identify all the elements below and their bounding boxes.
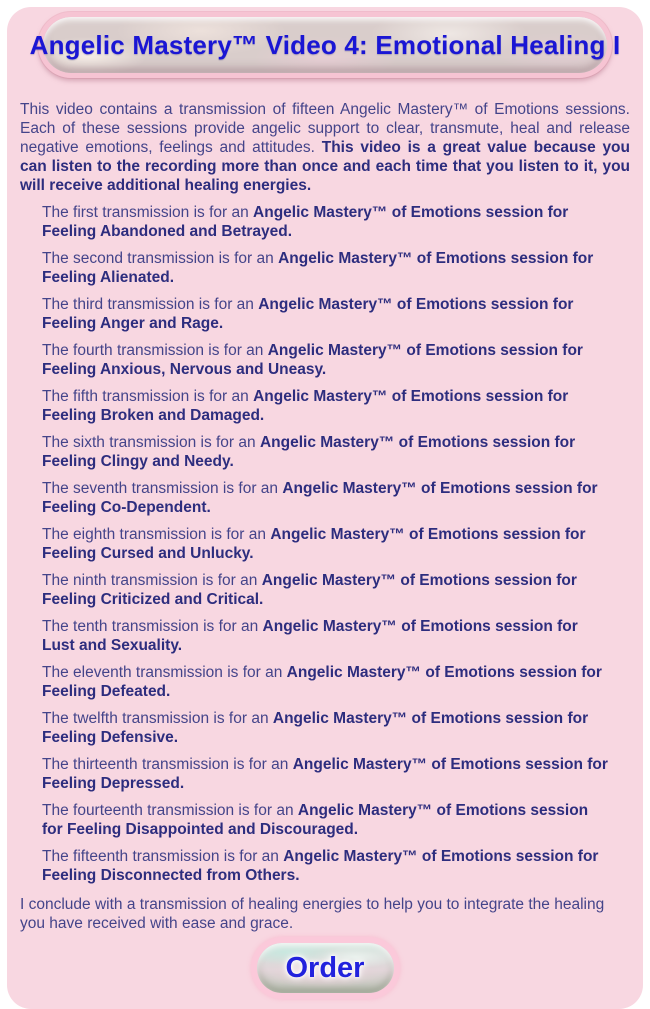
transmission-prefix: The tenth transmission is for an (42, 618, 263, 635)
page-title: Angelic Mastery™ Video 4: Emotional Healing I (29, 29, 621, 60)
transmission-session: Angelic Mastery™ of Emotions session for Feeling Criticized and Critical. (42, 572, 577, 608)
transmission-item (42, 801, 610, 839)
transmission-session: Angelic Mastery™ of Emotions session for Feeling Co-Dependent. (42, 480, 598, 516)
transmission-session: Angelic Mastery™ of Emotions session for Feeling Abandoned and Betrayed. (42, 204, 569, 240)
transmission-prefix: The second transmission is for an (42, 250, 279, 267)
order-button-glow (251, 937, 400, 999)
transmission-item (42, 525, 610, 563)
transmission-item (42, 433, 610, 471)
transmission-item (42, 847, 610, 885)
order-button-label: Order (285, 951, 365, 984)
transmission-list (20, 203, 630, 885)
transmission-item (42, 663, 610, 701)
transmission-prefix: The twelfth transmission is for an (42, 710, 273, 727)
transmission-item (42, 571, 610, 609)
transmission-item (42, 709, 610, 747)
title-banner (29, 12, 621, 78)
transmission-item (42, 341, 610, 379)
transmission-prefix: The eighth transmission is for an (42, 526, 271, 543)
order-button[interactable] (257, 943, 394, 993)
transmission-prefix: The fifth transmission is for an (42, 388, 254, 405)
transmission-session: Angelic Mastery™ of Emotions session for Lust and Sexuality. (42, 618, 578, 654)
transmission-session: Angelic Mastery™ of Emotions session for Feeling Cursed and Unlucky. (42, 526, 586, 562)
transmission-session: Angelic Mastery™ of Emotions session for Feeling Clingy and Needy. (42, 434, 576, 470)
intro-paragraph (20, 100, 630, 195)
content-area (7, 100, 643, 999)
transmission-prefix: The fourth transmission is for an (42, 342, 268, 359)
transmission-item (42, 249, 610, 287)
conclusion-paragraph: I conclude with a transmission of healing energies to help you to integrate the healing you have received with ease and grace. (20, 896, 605, 932)
transmission-prefix: The third transmission is for an (42, 296, 259, 313)
transmission-prefix: The thirteenth transmission is for an (42, 756, 293, 773)
transmission-session: Angelic Mastery™ of Emotions session for Feeling Disconnected from Others. (42, 848, 599, 884)
transmission-item (42, 387, 610, 425)
intro-text: This video contains a transmission of fifteen Angelic Mastery™ of Emotions sessions. Each of these sessions provide angelic support to clear, transmute, heal and release negative emotions, feelings and attitudes. (20, 101, 630, 156)
transmission-prefix: The first transmission is for an (42, 204, 254, 221)
transmission-session: Angelic Mastery™ of Emotions session for Feeling Alienated. (42, 250, 594, 286)
transmission-session: Angelic Mastery™ of Emotions session for Feeling Anxious, Nervous and Uneasy. (42, 342, 583, 378)
transmission-session: Angelic Mastery™ of Emotions session for Feeling Depressed. (42, 756, 608, 792)
transmission-prefix: The eleventh transmission is for an (42, 664, 287, 681)
content-panel (7, 7, 643, 1009)
transmission-session: Angelic Mastery™ of Emotions session for Feeling Broken and Damaged. (42, 388, 569, 424)
transmission-session: Angelic Mastery™ of Emotions session for Feeling Defensive. (42, 710, 589, 746)
transmission-session: Angelic Mastery™ of Emotions session for Feeling Anger and Rage. (42, 296, 574, 332)
title-banner-surface (29, 17, 621, 73)
transmission-item (42, 203, 610, 241)
transmission-session: Angelic Mastery™ of Emotions session for Feeling Defeated. (42, 664, 602, 700)
transmission-prefix: The seventh transmission is for an (42, 480, 283, 497)
transmission-item (42, 479, 610, 517)
transmission-item (42, 295, 610, 333)
transmission-prefix: The fifteenth transmission is for an (42, 848, 284, 865)
transmission-prefix: The ninth transmission is for an (42, 572, 262, 589)
transmission-prefix: The fourteenth transmission is for an (42, 802, 298, 819)
transmission-item (42, 755, 610, 793)
intro-bold-text: This video is a great value because you can listen to the recording more than once and each time that you listen to it, you will receive additional healing energies. (20, 139, 630, 194)
transmission-prefix: The sixth transmission is for an (42, 434, 260, 451)
transmission-item (42, 617, 610, 655)
transmission-session: Angelic Mastery™ of Emotions session for Feeling Disappointed and Discouraged. (42, 802, 589, 838)
